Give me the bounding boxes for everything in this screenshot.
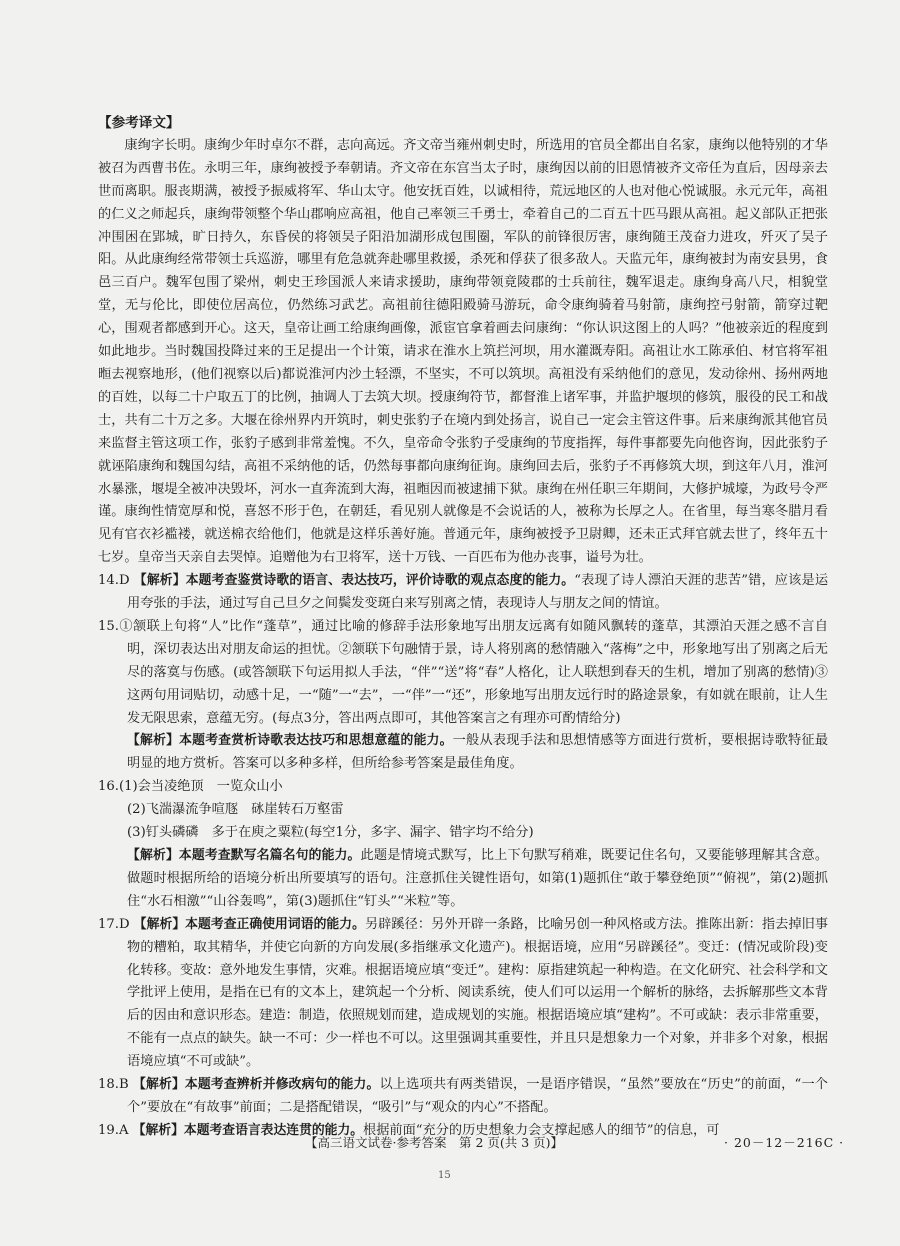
analysis-lead: 本题考查默写名篇名句的能力。 bbox=[178, 848, 361, 863]
answer-line-1: (1)会当凌绝顶 一览众山小 bbox=[118, 779, 283, 795]
answer-text: ①颔联上句将“人”比作“蓬草”，通过比喻的修辞手法形象地写出朋友远离有如随风飘转的蓬草，其漂泊天涯之感不言自明，深切表达出对朋友命运的担忧。②颔联下句融情于景，诗人将别离的愁情融入“落梅”之中，形象地写出了别离之后无尽的落寞与伤感。(或答颔联下句运用拟人手法，“伴”“送”将“春”人格化，让人联想到春天的生机，增加了别离的愁情)③这两句用词贴切，动感十足，一“随”一“去”，一“伴”一“还”，形象地写出朋友远行时的路途景象，有如就在眼前，让人生发无限思索，意蕴无穷。(每点3分，答出两点即可，其他答案言之有理亦可酌情给分) bbox=[118, 618, 828, 726]
answer-number: 16. bbox=[98, 779, 119, 795]
analysis-label: 【解析】 bbox=[132, 1122, 184, 1138]
answer-17 bbox=[98, 914, 828, 1074]
answer-number: 19.A bbox=[98, 1122, 129, 1138]
answer-number: 14.D bbox=[98, 573, 130, 589]
analysis-text: 以上选项共有两类错误，一是语序错误，“虽然”要放在“历史”的前面，“一个个”要放在“有故事”前面；二是搭配错误，“吸引”与“观众的内心”不搭配。 bbox=[127, 1077, 828, 1115]
answer-16-line-2: (2)飞湍瀑流争喧豗 砯崖转石万壑雷 bbox=[127, 802, 344, 818]
answer-number: 18.B bbox=[98, 1077, 129, 1093]
analysis-text: 另辟蹊径：另外开辟一条路，比喻另创一种风格或方法。推陈出新：指去掉旧事物的糟粕，取其精华，并使它向新的方向发展(多指继承文化遗产)。根据语境，应用“另辟蹊径”。变迁：(情况或阶段)变化转移。变故：意外地发生事情，灾难。根据语境应填“变迁”。建构：原指建筑起一种构造。在文化研究、社会科学和文学批评上使用，是指在已有的文本上，建筑起一个分析、阅读系统，使人们可以运用一个解析的脉络，去拆解那些文本背后的因由和意识形态。建造：制造，依照规划而建，造成规划的实施。根据语境应填“建构”。不可或缺：表示非常重要，不能有一点点的缺失。缺一不可：少一样也不可以。这里强调其重要性，并且只是想象力一个对象，并非多个对象，根据语境应填“不可或缺”。 bbox=[127, 916, 829, 1070]
analysis-text: “表现了诗人漂泊天涯的悲苦”错，应该是运用夸张的手法，通过写自己旦夕之间鬓发变斑白来写别离之情，表现诗人与朋友之间的情谊。 bbox=[127, 573, 829, 612]
analysis-label: 【解析】 bbox=[133, 916, 186, 932]
answer-number: 17.D bbox=[98, 916, 130, 932]
answer-16 bbox=[98, 776, 828, 799]
analysis-text: 一般从表现手法和思想情感等方面进行赏析，要根据诗歌特征最明显的地方赏析。答案可以多种多样，但所给参考答案是最佳角度。 bbox=[127, 733, 829, 772]
answer-number: 15. bbox=[98, 618, 119, 634]
analysis-label: 【解析】 bbox=[127, 733, 180, 749]
answer-14 bbox=[98, 570, 828, 616]
analysis-lead: 本题考查鉴赏诗歌的语言、表达技巧，评价诗歌的观点态度的能力。 bbox=[185, 573, 575, 589]
answer-16-analysis bbox=[98, 845, 828, 914]
answer-18 bbox=[98, 1074, 828, 1120]
answer-16-line-3: (3)钉头磷磷 多于在庾之粟粒(每空1分，多字、漏字、错字均不给分) bbox=[127, 825, 534, 841]
analysis-label: 【解析】 bbox=[133, 1077, 185, 1093]
analysis-text: 根据前面“充分的历史想象力会支撑起感人的细节”的信息，可 bbox=[363, 1122, 720, 1138]
page-number-mark: 15 bbox=[438, 1170, 451, 1181]
analysis-text: 此题是情境式默写，比上下句默写稍难，既要记住名句，又要能够理解其含意。做题时根据所给的语境分析出所要填写的语句。注意抓住关键性语句，如第(1)题抓住“敢于攀登绝顶”“俯视”，第(2)题抓住“水石相激”“山谷轰鸣”，第(3)题抓住“钉头”“米粒”等。 bbox=[127, 848, 829, 909]
translation-title: 【参考译文】 bbox=[98, 115, 180, 131]
analysis-lead: 本题考查语言表达连贯的能力。 bbox=[183, 1122, 364, 1138]
analysis-lead: 本题考查辨析并修改病句的能力。 bbox=[184, 1077, 380, 1093]
footer-title: 【高三语文试卷·参考答案 第 2 页(共 3 页)】 bbox=[305, 1135, 564, 1150]
page-footer bbox=[0, 1133, 900, 1155]
analysis-lead: 本题考查赏析诗歌表达技巧和思想意蕴的能力。 bbox=[179, 733, 453, 749]
answer-15-analysis bbox=[98, 730, 828, 776]
footer-code: · 20－12－216C · bbox=[724, 1135, 845, 1150]
translation-body: 康绚字长明。康绚少年时卓尔不群，志向高远。齐文帝当雍州刺史时，所选用的官员全都出自名家，康绚以他特别的才华被召为西曹书佐。永明三年，康绚被授予奉朝请。齐文帝在东宫当太子时，康绚因以前的旧恩情被齐文帝任为直后，因母亲去世而离职。服丧期满，被授予振威将军、华山太守。他安抚百姓，以诚相待，荒远地区的人也对他心悦诚服。永元元年，高祖的仁义之师起兵，康绚带领整个华山郡响应高祖，他自己率领三千勇士，牵着自己的二百五十匹马跟从高祖。起义部队正把张冲围困在郢城，旷日持久，东昏侯的将领吴子阳沿加湖形成包围圈，军队的前锋很厉害，康绚随王茂奋力进攻，歼灭了吴子阳。从此康绚经常带领士兵巡游，哪里有危急就奔赴哪里救援，杀死和俘获了很多敌人。天监元年，康绚被封为南安县男，食邑三百户。魏军包围了梁州，刺史王珍国派人来请求援助，康绚带领竟陵郡的士兵前往，魏军退走。康绚身高八尺，相貌堂堂，无与伦比，即使位居高位，仍然练习武艺。高祖前往德阳殿骑马游玩，命令康绚骑着马射箭，康绚控弓射箭，箭穿过靶心，围观者都感到开心。这天，皇帝让画工给康绚画像，派宦官拿着画去问康绚：“你认识这图上的人吗？”他被亲近的程度到如此地步。当时魏国投降过来的王足提出一个计策，请求在淮水上筑拦河坝，用水灌溉寿阳。高祖让水工陈承伯、材官将军祖暅去视察地形，(他们视察以后)都说淮河内沙土轻漂，不坚实，不可以筑坝。高祖没有采纳他们的意见，发动徐州、扬州两地的百姓，以每二十户取五丁的比例，抽调人丁去筑大坝。授康绚符节，都督淮上诸军事，并监护堰坝的修筑，服役的民工和战士，共有二十万之多。大堰在徐州界内开筑时，刺史张豹子在境内到处扬言，说自己一定会主管这件事。后来康绚派其他官员来监督主管这项工作，张豹子感到非常羞愧。不久，皇帝命令张豹子受康绚的节度指挥，每件事都要先向他咨询，因此张豹子就诬陷康绚和魏国勾结，高祖不采纳他的话，仍然每事都向康绚征询。康绚回去后，张豹子不再修筑大坝，到这年八月，淮河水暴涨，堰堤全被冲决毁坏，河水一直奔流到大海，祖暅因而被逮捕下狱。康绚在州任职三年期间，大修护城壕，为政号令严谨。康绚性情宽厚和悦，喜怒不形于色，在朝廷，看见别人就像是不会说话的人，被称为长厚之人。在省里，每当寒冬腊月看见有官衣衫褴褛，就送棉衣给他们，他就是这样乐善好施。普通元年，康绚被授予卫尉卿，还未正式拜官就去世了，终年五十七岁。皇帝当天亲自去哭悼。追赠他为右卫将军，送十万钱、一百匹布为他办丧事，谥号为壮。 bbox=[98, 137, 828, 566]
answer-15 bbox=[98, 616, 828, 731]
analysis-lead: 本题考查正确使用词语的能力。 bbox=[185, 916, 365, 932]
analysis-label: 【解析】 bbox=[133, 573, 186, 589]
analysis-label: 【解析】 bbox=[127, 848, 179, 863]
answer-page bbox=[98, 112, 828, 1143]
